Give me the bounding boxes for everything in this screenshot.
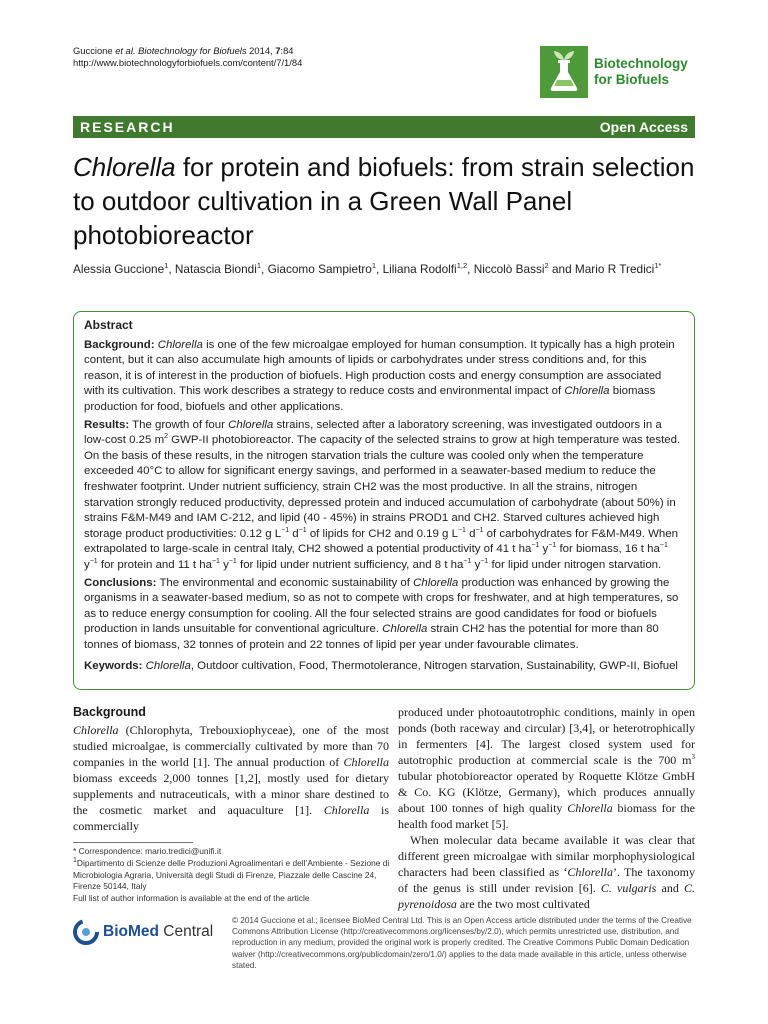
genus-term: Chlorella [323,803,370,817]
research-banner [73,116,695,138]
body-text: is commercially [73,803,390,833]
results-text: for biomass, 16 t ha [559,543,660,556]
section-heading: Background [73,705,146,719]
citation-journal: Biotechnology for Biofuels [138,45,247,56]
superscript: −1 [211,558,220,566]
publisher-name [103,923,213,941]
journal-name [594,56,688,88]
results-text: GWP-II photobioreactor. The capacity of the selected strains to grow at high temperature was tested. On the basis of these results, in the nitrogen starvation trials the culture was cooled only when the temperature exceeded 40°C to allow for significant energy savings, and performed in a seawater-based medium to reduce the freshwater footprint. Under nutrient sufficiency, strain CH2 was the most productive. In all the strains, nitrogen starvation strongly reduced productivity, depressed protein and induced accumulation of carbohydrate (about 50%) in strains F&M-M49 and IAM C-212, and lipid (40 - 45%) in strains PROD1 and CH2. Starved cultures achieved high storage product productivities: 0.12 g L [84,434,681,540]
author-affiliation: 1* [654,261,662,271]
results-text: for protein and 11 t ha [100,558,212,571]
affiliation-note [73,858,391,893]
background-text: biomass production for food, biofuels and other applications. [84,385,656,413]
article-title [73,150,713,252]
abstract-background [84,338,684,416]
genus-term: Chlorella [73,723,119,737]
publisher-logo [73,916,223,948]
genus-term: Chlorella [564,385,610,398]
superscript: −1 [457,526,466,534]
conclusions-label: Conclusions: [84,576,157,589]
biomed-swirl-icon [73,919,99,945]
superscript: −1 [281,526,290,534]
body-text: ’. The taxonomy of the genus is still under revision [6]. [398,865,695,895]
superscript: −1 [463,558,472,566]
footnote-divider [73,842,193,843]
author-name: Mario R Tredici [574,262,655,276]
superscript: −1 [548,542,557,550]
body-text: biomass exceeds 2,000 tonnes [1,2], mostly used for dietary supplements and nutraceuticals, with a minor share destined to the cosmetic market and aquaculture [1]. [73,771,389,817]
body-paragraph [73,722,389,834]
conclusions-text: strain CH2 has the potential for more than 80 tonnes of biomass, 32 tonnes of protein and 22 tonnes of lipid per year under favourable climates. [84,623,659,651]
body-paragraph [398,704,695,832]
open-access-badge: Open Access [599,119,688,135]
author-info-note: Full list of author information is available at the end of the article [73,893,310,904]
correspondence-note: * Correspondence: mario.tredici@unifi.it [73,846,222,856]
author-affiliation: 1 [164,261,169,271]
genus-term: Chlorella [382,623,428,636]
author-affiliation: 1,2 [456,261,468,271]
conclusions-text: production was enhanced by growing the organisms in a seawater-based medium, so as not to compete with crops for freshwater, and at high temperatures, so as to reduce energy consumption for cooling. All the four selected strains are good candidates for food or biofuels production in lands unsuitable for conventional agriculture. [84,576,679,636]
results-text: for lipid under nitrogen starvation. [491,558,662,571]
results-text: The growth of four [132,418,225,431]
body-column-left [73,704,389,834]
body-text: biomass for the health food market [5]. [398,801,696,831]
affiliation-number: 1 [73,857,77,864]
abstract-results: Results: The growth of four Chlorella strains, selected after a laboratory screening, was investigated outdoors in a low-cost 0.25 $m^2$ GWP-II photobioreactor. The capacity of the selected strains to grow at high temperature was tested. On the basis of these results, in the nitrogen starvation trials the culture was cooled only when the temperature exceeded 40°C to allow for significant energy savings, and performed in a seawater-based medium to reduce the freshwater footprint. Under nutrient sufficiency, strain CH2 was the most productive. In all the strains, nitrogen starvation strongly reduced productivity, depressed protein and induced accumulation of carbohydrate (about 50%) in strains F&M-M49 and IAM C-212, and lipid (40 - 45%) in strains PROD1 and CH2. Starved cultures achieved high storage product productivities: 0.12 g $L^{-1}$ $d^{-1}$ of lipids for CH2 and 0.19 g $L^{-1}$ $d^{-1}$ of carbohydrates for F&M-M49. When extrapolated to large-scale in central Italy, CH2 showed a potential productivity of 41 t $ha^{-1}$ $y^{-1}$ for biomass, 16 t $ha^{-1}$ $y^{-1}$ for protein and 11 t $ha^{-1}$ $y^{-1}$ for lipid under nutrient sufficiency, and 8 t $ha^{-1}$ $y^{-1}$ for lipid under nitrogen starvation. [84,418,681,571]
results-text: of lipids for CH2 and 0.19 g L [309,527,458,540]
abstract-box [73,311,695,690]
flask-leaf-icon [540,46,588,98]
author-affiliation: 1 [371,261,377,271]
citation-volume: 7 [275,45,281,56]
conclusions-text: The environmental and economic sustainability of [159,576,410,589]
body-text: tubular photobioreactor operated by Roquette Klötze GmbH & Co. KG (Klötze, Germany), which produces annually about 100 tonnes of high quality [398,769,695,815]
body-paragraph [398,832,695,912]
author-name: Natascia Biondi [174,262,257,276]
background-label: Background: [84,338,155,351]
results-text: of carbohydrates for F&M-M49. When extrapolated to large-scale in central Italy, CH2 showed a potential productivity of 41 t ha [84,527,678,556]
species-term: C. vulgaris [600,881,657,895]
results-text: for lipid under nutrient sufficiency, and 8 t ha [240,558,464,571]
journal-name-line2: for Biofuels [594,71,670,87]
title-genus: Chlorella [73,152,176,182]
genus-term: Chlorella [567,801,613,815]
body-text: produced under photoautotrophic conditions, mainly in open ponds (both raceway and circular) [3,4], or heterotrophically in fermenters [4]. The largest closed system used for autotrophic production at commercial scale is the 700 m [398,705,695,767]
citation-author: Guccione [73,45,113,56]
superscript: −1 [89,558,98,566]
citation-page: :84 [280,45,294,56]
author-name: Liliana Rodolfi [382,262,457,276]
citation-et-al: et al. [115,45,136,56]
body-text: are the two most cultivated [456,897,590,911]
license-text: © 2014 Guccione et al.; licensee BioMed Central Ltd. This is an Open Access article distributed under the terms of the Creative Commons Attribution License (http://creativecommons.org/licenses/by/2.0), which permits unrestricted use, distribution, and reproduction in any medium, provided the original work is properly credited. The Creative Commons Public Domain Dedication waiver (http://creativecommons.org/publicdomain/zero/1.0/) applies to the data made available in this article, unless otherwise stated. [232,916,692,970]
footnotes [73,846,391,905]
abstract-conclusions [84,576,684,654]
abstract-keywords [84,659,684,675]
results-label: Results: [84,418,130,431]
body-text: (Chlorophyta, Trebouxiophyceae), one of the most studied microalgae, is commercially cultivated by more than 70 companies in the world [1]. The annual production of [73,723,389,769]
keywords-label: Keywords: [84,660,143,673]
superscript: −1 [475,526,484,534]
superscript: −1 [480,558,489,566]
superscript: −1 [659,542,668,550]
publisher-name-bold: BioMed [103,923,159,940]
genus-term: Chlorella [413,576,459,589]
journal-logo [540,43,698,100]
article-url[interactable]: http://www.biotechnologyforbiofuels.com/content/7/1/84 [73,57,303,68]
genus-term: Chlorella [567,865,613,879]
superscript: −1 [531,542,540,550]
body-text: When molecular data became available it was clear that different green microalgae with similar morphophysiological characters had been classified as ‘ [398,833,695,879]
article-type: RESEARCH [80,119,175,135]
abstract-heading: Abstract [84,318,133,332]
author-affiliation: 2 [544,261,549,271]
author-affiliation: 1 [256,261,262,271]
affiliation-text: Dipartimento di Scienze delle Produzioni Agroalimentari e dell’Ambiente - Sezione di Microbiologia Agraria, Università degli Studi di Firenze, Piazzale delle Cascine 24, Firenze 50144, Italy [73,857,390,892]
genus-term: Chlorella [145,660,191,673]
author-name: Niccolò Bassi [473,262,545,276]
title-rest: for protein and biofuels: from strain selection to outdoor cultivation in a Green Wall Panel photobioreactor [73,152,695,250]
genus-term: Chlorella [157,338,203,351]
genus-term: Chlorella [228,418,274,431]
author-name: Giacomo Sampietro [267,262,372,276]
keywords-text: , Outdoor cultivation, Food, Thermotolerance, Nitrogen starvation, Sustainability, GWP-II, Biofuel [190,660,678,673]
journal-name-line1: Biotechnology [594,55,688,71]
citation-line [73,44,294,57]
publisher-name-rest: Central [158,923,214,940]
species-term: C. pyrenoidosa [398,881,696,911]
author-name: Alessia Guccione [73,262,165,276]
superscript: −1 [228,558,237,566]
body-text: and [656,881,684,895]
body-column-right [398,704,695,912]
author-list: Alessia Guccione$^1$, Natascia Biondi$^1$, Giacomo Sampietro$^1$, Liliana Rodolfi$^{1,2}$, Niccolò Bassi$^2$ and Mario R Tredici$^{1*}$ [73,261,662,276]
superscript: 3 [691,753,695,761]
superscript: 2 [164,433,168,441]
citation-year: 2014, [249,45,273,56]
superscript: −1 [298,526,307,534]
genus-term: Chlorella [343,755,390,769]
results-text: strains, selected after a laboratory screening, was investigated outdoors in a low-cost 0.25 m [84,418,662,447]
background-text: is one of the few microalgae employed for human consumption. It typically has a high protein content, but it can also accumulate high amounts of lipids or carbohydrates under stress conditions and, for this reason, it is of interest in the production of biofuels. High production costs and energy consumption are associated with its cultivation. This work describes a strategy to reduce costs and environmental impact of [84,338,675,398]
